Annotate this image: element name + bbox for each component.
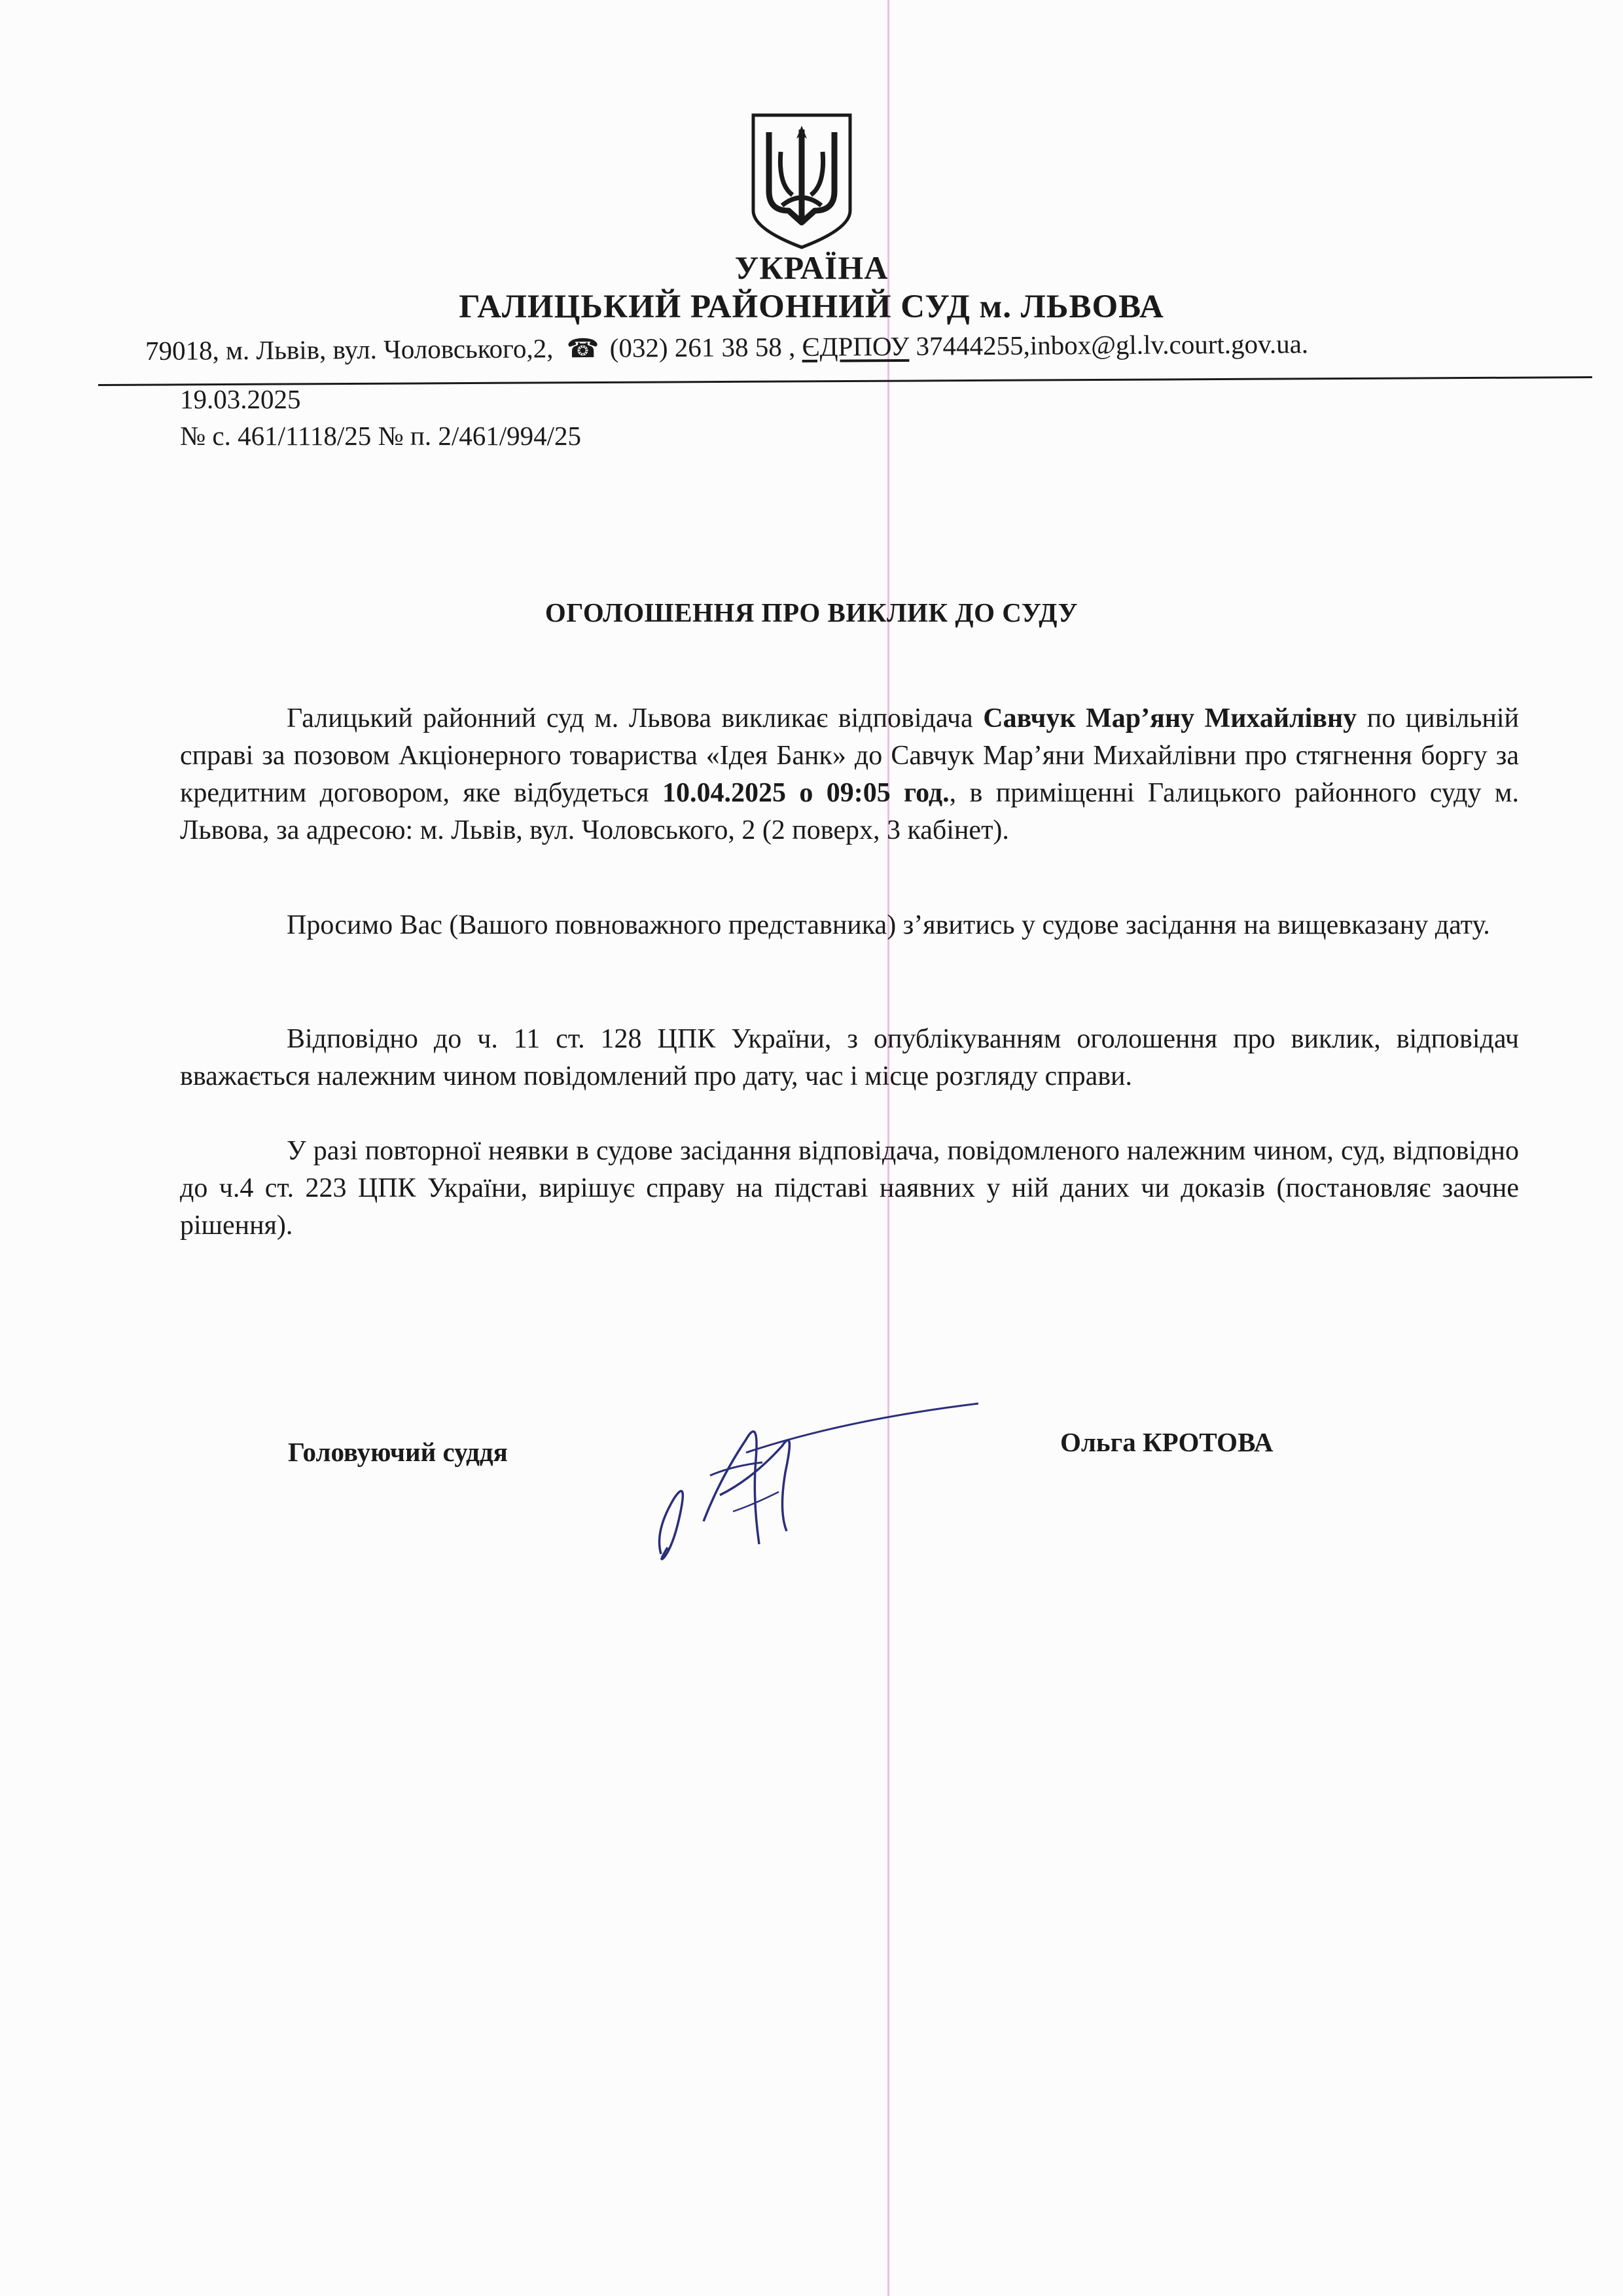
notice-paragraph-1 xyxy=(180,700,1519,849)
country-heading: УКРАЇНА xyxy=(734,249,889,286)
handwritten-signature xyxy=(648,1381,988,1577)
p2-text: Просимо Вас (Вашого повноважного представника) з’явитись у судове засідання на вищевказану дату. xyxy=(287,910,1490,940)
address-text: 79018, м. Львів, вул. Чоловського,2, xyxy=(145,333,554,366)
edrpou-and-email: 37444255,inbox@gl.lv.court.gov.ua. xyxy=(916,328,1309,361)
case-numbers: № с. 461/1118/25 № п. 2/461/994/25 xyxy=(180,421,582,451)
notice-title: ОГОЛОШЕННЯ ПРО ВИКЛИК ДО СУДУ xyxy=(544,597,1079,627)
presiding-judge-label: Головуючий суддя xyxy=(288,1437,508,1467)
notice-paragraph-3 xyxy=(180,1021,1519,1095)
phone-number: (032) 261 38 58 , xyxy=(609,331,796,363)
trident-emblem-icon xyxy=(749,113,854,250)
court-address-line xyxy=(145,328,1308,366)
header-divider xyxy=(98,376,1592,386)
p1-text-b: по цивільній справі за позовом Акціонерного товариства «Ідея Банк» до Савчук Мар’яни Михайлівни про стягнення боргу за кредитним договором, яке відбудеться xyxy=(180,703,1519,808)
court-name-heading: ГАЛИЦЬКИЙ РАЙОННИЙ СУД м. ЛЬВОВА xyxy=(459,289,1164,325)
p1-text-a: Галицький районний суд м. Львова викликає відповідача xyxy=(287,703,984,733)
judge-name: Ольга КРОТОВА xyxy=(1060,1427,1274,1457)
phone-icon: ☎ xyxy=(566,333,599,364)
p1-text-c: , в приміщенні Галицького районного суду м. Львова, за адресою: м. Львів, вул. Чоловського, 2 (2 поверх, 3 кабінет). xyxy=(180,778,1519,845)
p3-text: Відповідно до ч. 11 ст. 128 ЦПК України, з опублікуванням оголошення про виклик, відповідач вважається належним чином повідомлений про дату, час і місце розгляду справи. xyxy=(180,1024,1519,1091)
document-date: 19.03.2025 xyxy=(180,384,301,414)
edrpou-label: ЄДРПОУ xyxy=(802,330,910,362)
defendant-name: Савчук Мар’яну Михайлівну xyxy=(983,703,1357,733)
hearing-datetime: 10.04.2025 о 09:05 год. xyxy=(662,778,950,808)
notice-paragraph-4 xyxy=(180,1133,1519,1245)
p4-text: У разі повторної неявки в судове засідання відповідача, повідомленого належним чином, суд, відповідно до ч.4 ст. 223 ЦПК України, вирішує справу на підставі наявних у ній даних чи доказів (постановляє заочне рішення). xyxy=(180,1136,1519,1241)
notice-paragraph-2 xyxy=(180,907,1519,944)
